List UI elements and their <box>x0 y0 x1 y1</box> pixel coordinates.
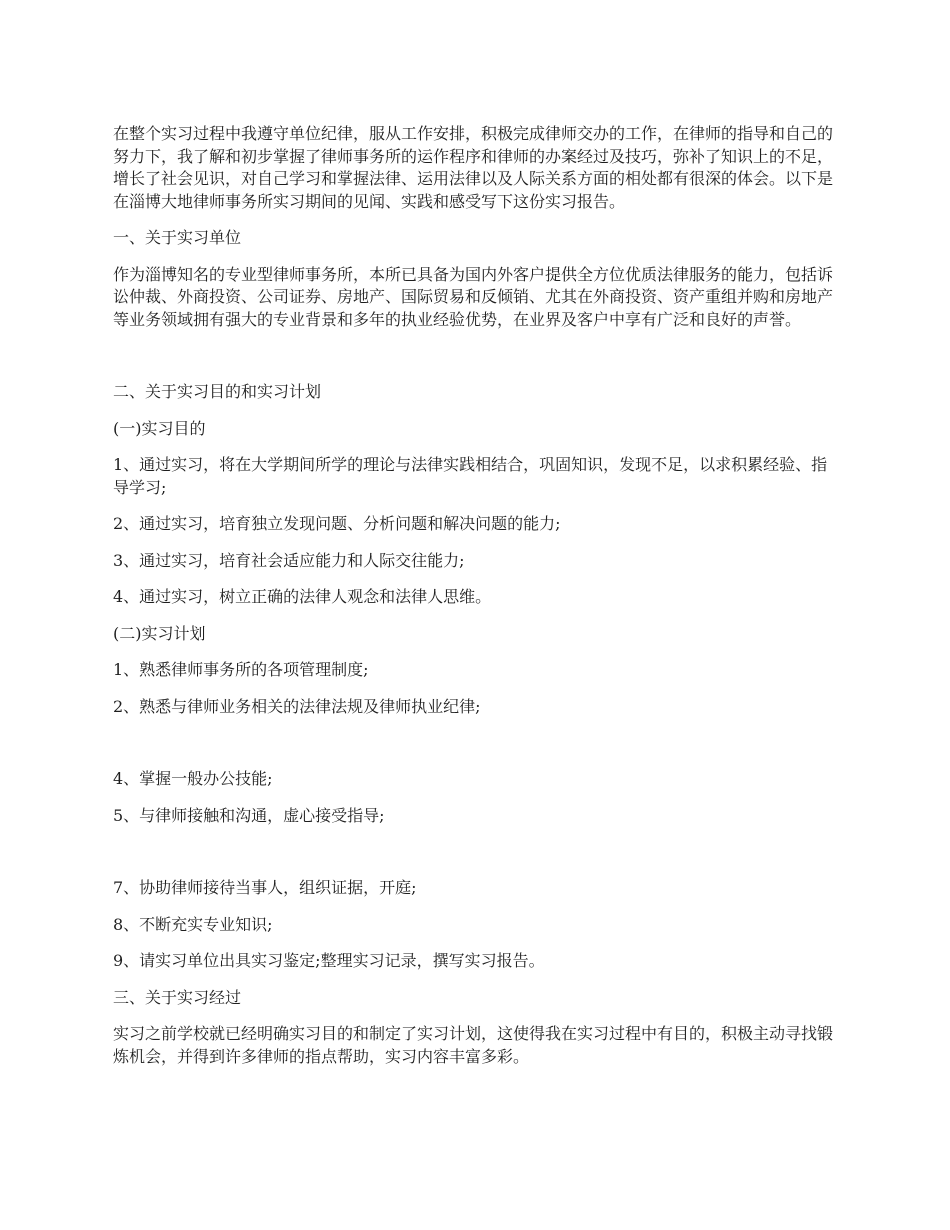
unit-description-paragraph: 作为淄博知名的专业型律师事务所，本所已具备为国内外客户提供全方位优质法律服务的能力，包括诉讼仲裁、外商投资、公司证券、房地产、国际贸易和反倾销、尤其在外商投资、资产重组并购和房地产等业务领域拥有强大的专业背景和多年的执业经验优势，在业界及客户中享有广泛和良好的声誉。 <box>113 264 834 329</box>
plan-item: 7、协助律师接待当事人，组织证据，开庭; <box>113 878 417 897</box>
process-paragraph: 实习之前学校就已经明确实习目的和制定了实习计划，这使得我在实习过程中有目的，积极主动寻找锻炼机会，并得到许多律师的指点帮助，实习内容丰富多彩。 <box>113 1024 834 1066</box>
plan-item: 5、与律师接触和沟通，虚心接受指导; <box>113 805 385 825</box>
blank-gap <box>113 345 838 381</box>
intro-paragraph: 在整个实习过程中我遵守单位纪律，服从工作安排，积极完成律师交办的工作，在律师的指导和自己的努力下，我了解和初步掌握了律师事务所的运作程序和律师的办案经过及技巧，弥补了知识上的不足，增长了社会见识，对自己学习和掌握法律、运用法律以及人际关系方面的相处都有很深的体会。以下是在淄博大地律师事务所实习期间的见闻、实践和感受写下这份实习报告。 <box>113 124 834 211</box>
purpose-item: 1、通过实习，将在大学期间所学的理论与法律实践相结合，巩固知识，发现不足，以求积累经验、指导学习; <box>113 455 828 497</box>
section-heading-purpose-plan: 二、关于实习目的和实习计划 <box>113 382 322 401</box>
plan-item: 1、熟悉律师事务所的各项管理制度; <box>113 660 369 679</box>
plan-item: 8、不断充实专业知识; <box>113 914 273 934</box>
purpose-item: 3、通过实习，培育社会适应能力和人际交往能力; <box>113 550 465 570</box>
plan-item: 2、熟悉与律师业务相关的法律法规及律师执业纪律; <box>113 696 481 716</box>
section-heading-process: 三、关于实习经过 <box>113 987 242 1007</box>
blank-gap <box>113 732 838 768</box>
purpose-item: 4、通过实习，树立正确的法律人观念和法律人思维。 <box>113 587 492 606</box>
subheading-plan: (二)实习计划 <box>113 623 206 643</box>
section-heading-unit: 一、关于实习单位 <box>113 228 242 247</box>
plan-item: 9、请实习单位出具实习鉴定;整理实习记录，撰写实习报告。 <box>113 951 545 970</box>
subheading-purpose: (一)实习目的 <box>113 418 206 438</box>
document-page <box>113 123 838 1082</box>
blank-gap <box>113 841 838 877</box>
purpose-item: 2、通过实习，培育独立发现问题、分析问题和解决问题的能力; <box>113 514 561 533</box>
plan-item: 4、掌握一般办公技能; <box>113 769 273 788</box>
